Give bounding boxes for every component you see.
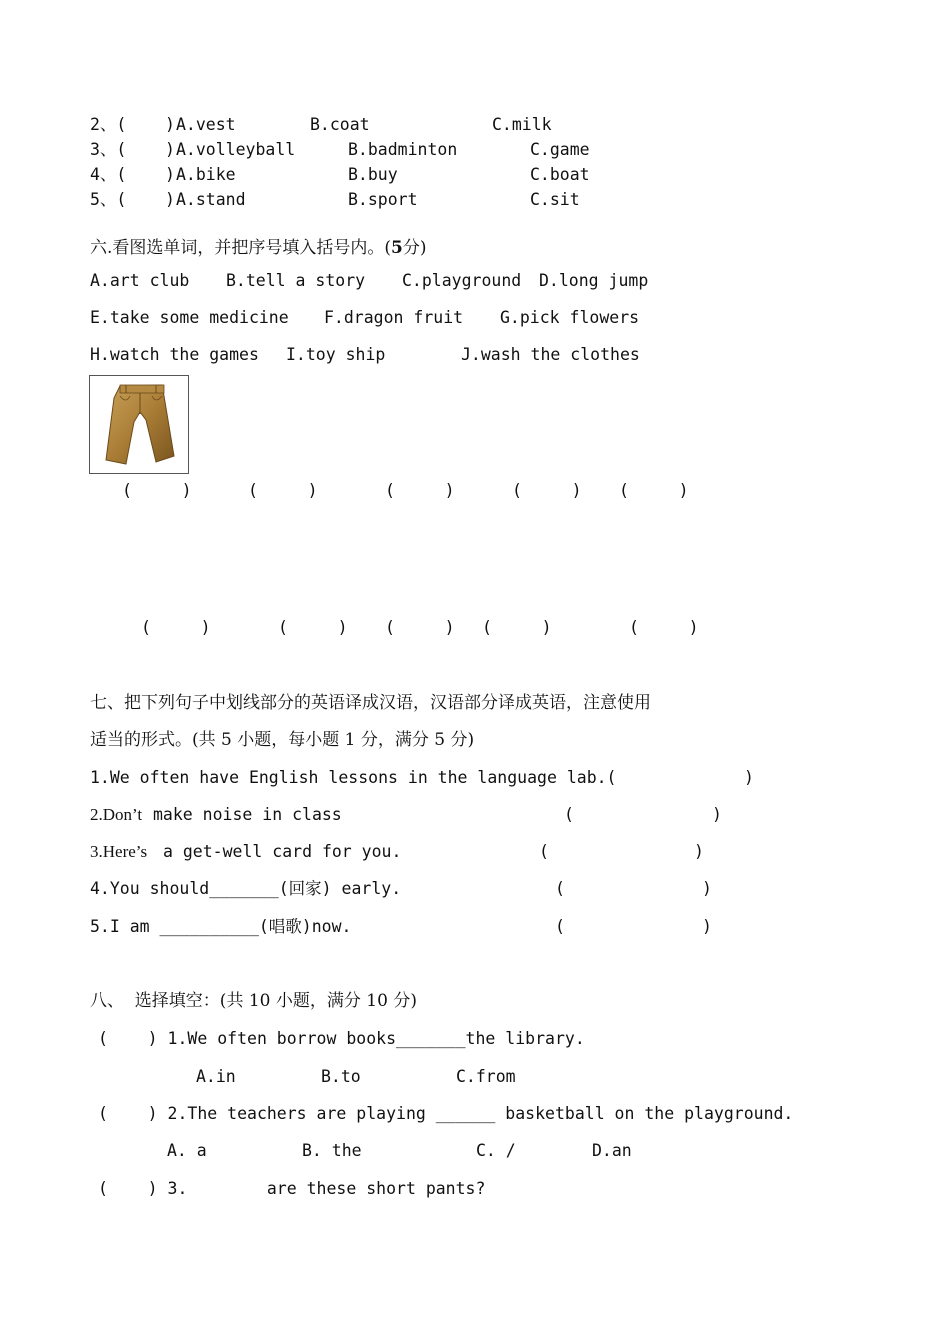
q7-item-2-prefix: 2.Don’t bbox=[90, 805, 143, 824]
q8-question-2: ( ) 2.The teachers are playing ______ basketball on the playground. bbox=[98, 1104, 794, 1123]
q5-row-5-option-a: A.stand bbox=[176, 190, 246, 209]
q7-item-4-close: ) bbox=[702, 879, 712, 898]
shorts-icon bbox=[90, 376, 188, 473]
q7-item-1-close: ) bbox=[744, 768, 754, 787]
q6-option-a: A.art club bbox=[90, 271, 190, 290]
q8-q2-option-a: A. a bbox=[167, 1141, 207, 1160]
q5-row-3-num: 3、( bbox=[90, 140, 127, 159]
q5-row-4-num: 4、( bbox=[90, 165, 127, 184]
q8-question-3: ( ) 3. are these short pants? bbox=[98, 1179, 486, 1198]
shorts-image bbox=[89, 375, 189, 474]
q6-option-c: C.playground bbox=[402, 271, 522, 290]
q5-row-4-option-a: A.bike bbox=[176, 165, 236, 184]
q5-row-5-num: 5、( bbox=[90, 190, 127, 209]
q5-row-5-close: ) bbox=[165, 190, 175, 209]
q6-answer-bracket[interactable]: ( ) bbox=[248, 481, 318, 500]
q6-answer-bracket[interactable]: ( ) bbox=[385, 618, 455, 637]
q8-title: 八、 选择填空：(共 10 小题，满分 10 分) bbox=[90, 991, 417, 1011]
q6-option-f: F.dragon fruit bbox=[324, 308, 464, 327]
q7-item-3: a get-well card for you. bbox=[163, 842, 402, 861]
q7-item-2: make noise in class bbox=[153, 805, 342, 824]
q7-title-line1: 七、把下列句子中划线部分的英语译成汉语，汉语部分译成英语，注意使用 bbox=[90, 693, 651, 713]
q6-title bbox=[90, 238, 427, 258]
q6-answer-bracket[interactable]: ( ) bbox=[385, 481, 455, 500]
q7-item-3-close: ) bbox=[694, 842, 704, 861]
q6-answer-bracket[interactable]: ( ) bbox=[278, 618, 348, 637]
q5-row-3-option-c: C.game bbox=[530, 140, 590, 159]
q7-item-3-open[interactable]: ( bbox=[539, 842, 549, 861]
q6-option-i: I.toy ship bbox=[286, 345, 386, 364]
q5-row-3-option-a: A.volleyball bbox=[176, 140, 296, 159]
q7-title-line2: 适当的形式。(共 5 小题，每小题 1 分，满分 5 分) bbox=[90, 730, 475, 750]
q8-question-1: ( ) 1.We often borrow books_______the library. bbox=[98, 1029, 585, 1048]
q6-title-score: 5 bbox=[391, 238, 403, 258]
q6-option-b: B.tell a story bbox=[226, 271, 366, 290]
q7-item-4-open[interactable]: ( bbox=[555, 879, 565, 898]
q6-title-prefix: 六.看图选单词，并把序号填入括号内。( bbox=[90, 238, 392, 258]
q8-q1-option-a: A.in bbox=[196, 1067, 236, 1086]
q5-row-5-option-b: B.sport bbox=[348, 190, 418, 209]
q8-q2-option-b: B. the bbox=[302, 1141, 362, 1160]
q6-option-g: G.pick flowers bbox=[500, 308, 640, 327]
q5-row-3-close: ) bbox=[165, 140, 175, 159]
q6-option-e: E.take some medicine bbox=[90, 308, 289, 327]
q7-item-4: 4.You should_______(回家) early. bbox=[90, 879, 402, 898]
q6-option-h: H.watch the games bbox=[90, 345, 259, 364]
q6-answer-bracket[interactable]: ( ) bbox=[619, 481, 689, 500]
q6-option-d: D.long jump bbox=[539, 271, 649, 290]
q7-item-2-close: ) bbox=[712, 805, 722, 824]
q8-q1-option-c: C.from bbox=[456, 1067, 516, 1086]
q6-title-suffix: 分) bbox=[402, 238, 427, 258]
q5-row-4-option-c: C.boat bbox=[530, 165, 590, 184]
q5-row-2-option-a: A.vest bbox=[176, 115, 236, 134]
q5-row-3-option-b: B.badminton bbox=[348, 140, 458, 159]
q5-row-2-num: 2、( bbox=[90, 115, 127, 134]
q6-answer-bracket[interactable]: ( ) bbox=[482, 618, 552, 637]
q7-item-2-open[interactable]: ( bbox=[564, 805, 574, 824]
q7-item-5-open[interactable]: ( bbox=[555, 917, 565, 936]
q6-option-j: J.wash the clothes bbox=[461, 345, 640, 364]
q5-row-2-option-b: B.coat bbox=[310, 115, 370, 134]
q7-item-1: 1.We often have English lessons in the language lab.( bbox=[90, 768, 617, 787]
q6-answer-bracket[interactable]: ( ) bbox=[629, 618, 699, 637]
q6-answer-bracket[interactable]: ( ) bbox=[122, 481, 192, 500]
q5-row-5-option-c: C.sit bbox=[530, 190, 580, 209]
q8-q2-option-c: C. / bbox=[476, 1141, 516, 1160]
q8-q2-option-d: D.an bbox=[592, 1141, 632, 1160]
q5-row-2-option-c: C.milk bbox=[492, 115, 552, 134]
q7-item-5: 5.I am __________(唱歌)now. bbox=[90, 917, 352, 936]
q5-row-2-close: ) bbox=[165, 115, 175, 134]
q5-row-4-option-b: B.buy bbox=[348, 165, 398, 184]
q7-item-3-prefix: 3.Here’s bbox=[90, 842, 148, 861]
q7-item-5-close: ) bbox=[702, 917, 712, 936]
q8-q1-option-b: B.to bbox=[321, 1067, 361, 1086]
q6-answer-bracket[interactable]: ( ) bbox=[512, 481, 582, 500]
q6-answer-bracket[interactable]: ( ) bbox=[141, 618, 211, 637]
q5-row-4-close: ) bbox=[165, 165, 175, 184]
